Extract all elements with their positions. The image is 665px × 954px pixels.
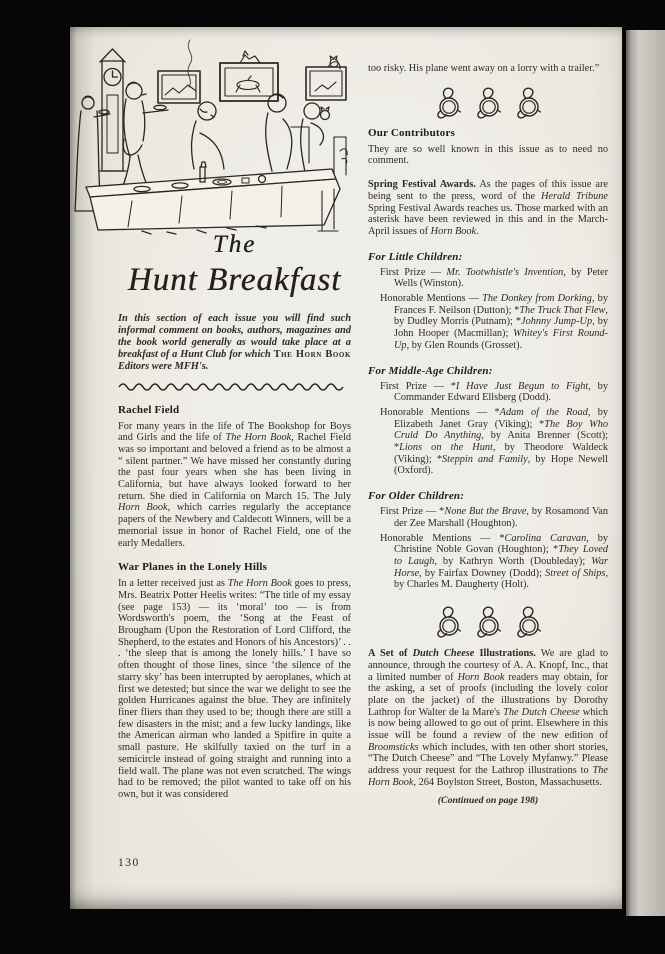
- text-run: , by Kathryn Worth (Doubleday);: [434, 555, 592, 567]
- text-run: goes to press, Mrs. Beatrix Potter Heelis writes: “The title of my essay (see page 153) — its ‘moral’ too — is from Wordsworth's poem, the ‘Song at the Feast of Brougham (Upon the Restoration of Lord Clifford, the Shepherd, to the estates and Honors of his Ancestors)’ . . . ‘the sleep that is among the lonely hills.’ I have so often thought of those lines, since ‘the silence of the starry sky’ has been interrupted by aeroplanes, which at first we detested; but since the war we delight to see the golden Hurricanes against the blue. They are infinitely finer fliers than they used to be; though there are still a few disasters in the mist; and a few lucky landings, like the American airman who landed a Spitfire in quite a small pasture. He skilfully taxied on the turf in a semicircle instead of going straight and running into a field wall. The plane was not even scratched. The wings had to be removed; the pilot wanted to take off on his own, but it was considered: [118, 578, 351, 800]
- text-run: Broomsticks: [368, 741, 419, 753]
- text-run: Adam of the Road: [499, 406, 588, 418]
- text-run: , by Charles M. Daugherty (Holt).: [394, 567, 609, 591]
- text-run: which includes, with ten other short stories, “The Dutch Cheese” and “The Lovely Myfanwy.” Please address your request for the Lathrop illustrations to: [368, 741, 608, 777]
- seated-diner-right-with-fox: [301, 103, 347, 177]
- text-run: Illustrations.: [474, 648, 536, 660]
- award-entry-honorable-mentions: [368, 293, 608, 352]
- chair-back: [291, 127, 309, 163]
- framed-cat-picture-icon: [306, 56, 346, 100]
- paragraph-continuation: [368, 63, 608, 75]
- horn-ornament-row-top: [368, 85, 608, 119]
- text-run: For many years in the life of The Bookshop for Boys and Girls and the life of: [118, 420, 351, 444]
- text-run: , 264 Boylston Street, Boston, Massachusetts.: [413, 776, 602, 788]
- paragraph-spring-festival: [368, 179, 608, 238]
- text-run: readers may obtain, for the asking, a set of proofs (including the lovely color plate on the jacket) of the illustrations by Dorothy Lathrop for Walter de la Mare's: [368, 671, 608, 718]
- text-run: The Dutch Cheese: [503, 706, 580, 718]
- heading-war-planes: War Planes in the Lonely Hills: [118, 561, 268, 574]
- text-run: I Have Just Begun to Fight: [455, 380, 589, 392]
- text-run: The Boy Who Cruld Do Anything: [394, 418, 608, 442]
- text-run: Dutch Cheese: [412, 648, 475, 660]
- text-run: The Horn Book: [225, 432, 292, 444]
- text-run: too risky. His plane went away on a lorry with a trailer.”: [368, 63, 600, 74]
- chair-right: [334, 137, 346, 177]
- text-run: , by Peter Wells (Winston).: [394, 266, 609, 290]
- text-run: Johnny Jump-Up: [521, 316, 593, 328]
- text-run: Herald Tribune: [540, 190, 609, 202]
- text-run: Horn Book: [457, 671, 505, 683]
- text-run: , by Glen Rounds (Grosset).: [406, 339, 523, 351]
- text-run: The Horn Book: [227, 578, 292, 590]
- paragraph-dutch-cheese: [368, 648, 608, 788]
- text-run: Spring Festival Awards reaches us. Those marked with an asterisk have been reviewed in this and in the March-April issues of: [368, 202, 608, 237]
- text-run: They are so well known in this issue as to need no comment.: [368, 143, 608, 167]
- banquet-table: [86, 162, 340, 230]
- text-run: They Loved to Laugh: [394, 544, 608, 567]
- text-run: In a letter received just as: [118, 578, 228, 590]
- text-run: , Rachel Field was so important and beloved a friend as to be almost a “ silent partner.” We have missed her constantly during the past four years when she has been living in California, but have always looked forward to her return. She died in California on March 15. The July: [118, 432, 351, 502]
- text-run: Spring Festival Awards.: [368, 179, 476, 191]
- seated-diner-left: [192, 102, 224, 169]
- right-column: [368, 63, 608, 808]
- award-entry-first-prize: [368, 267, 608, 290]
- paragraph-our-contributors: [368, 144, 608, 167]
- magazine-page: [70, 27, 622, 909]
- text-run: Steppin and Family: [441, 453, 528, 465]
- framed-picture-icon: [158, 71, 200, 103]
- text-run: , by Frances F. Neilson (Dutton); *: [394, 293, 608, 316]
- heading-for-older-children: For Older Children:: [368, 490, 465, 503]
- text-run: Whitey's First Round-Up: [394, 328, 608, 351]
- award-entry-honorable-mentions: [368, 533, 608, 592]
- text-run: Honorable Mentions — *: [380, 532, 505, 544]
- hunting-horn-icon: [476, 85, 501, 119]
- text-run: .: [476, 225, 479, 237]
- text-run: We are glad to announce, through the courtesy of A. A. Knopf, Inc., that a limited number of: [368, 648, 608, 683]
- text-run: , by Christine Noble Govan (Houghton); *: [394, 532, 608, 556]
- heading-rachel-field: Rachel Field: [118, 403, 180, 416]
- text-run: A Set of: [368, 648, 413, 660]
- text-run: Street of Ships: [545, 567, 606, 579]
- text-run: War Horse: [394, 555, 608, 579]
- text-run: Horn Book: [430, 225, 477, 237]
- text-run: , by Anita Brenner (Scott); *: [394, 430, 608, 454]
- text-run: , by Rosamond Van der Zee Marshall (Houghton).: [394, 506, 608, 529]
- text-run: , by Commander Edward Ellsberg (Dodd).: [394, 380, 608, 404]
- text-run: , by Theodore Waldeck (Viking); *: [394, 442, 608, 465]
- text-run: The Horn Book: [273, 348, 351, 360]
- section-intro: [118, 313, 351, 373]
- hunting-horn-icon: [476, 604, 501, 638]
- section-title-hunt-breakfast: Hunt Breakfast: [127, 262, 342, 298]
- heading-our-contributors: Our Contributors: [368, 126, 456, 139]
- text-run: which is now being allowed to go out of print. Elsewhere in this issue will be found a review of the new edition of: [368, 706, 608, 742]
- text-run: Horn Book: [118, 502, 168, 514]
- text-run: The Donkey from Dorking: [482, 293, 592, 305]
- adjacent-page-edge: [626, 30, 665, 916]
- text-run: , by Hope Newell (Oxford).: [394, 453, 608, 477]
- heading-for-middle-age-children: For Middle-Age Children:: [368, 364, 493, 377]
- text-run: Honorable Mentions — *: [380, 406, 500, 418]
- text-run: Honorable Mentions —: [380, 293, 483, 305]
- paragraph-war-planes: [118, 578, 351, 800]
- page-number: 130: [118, 857, 140, 869]
- text-run: As the pages of this issue are being sent to the press, word of the: [368, 179, 608, 202]
- hunting-horn-icon: [516, 604, 541, 638]
- text-run: Carolina Caravan: [504, 532, 587, 544]
- hunting-horn-icon: [516, 85, 541, 119]
- text-run: , by Fairfax Downey (Dodd);: [419, 567, 546, 579]
- award-entry-honorable-mentions: [368, 407, 608, 477]
- text-run: The Truck That Flew: [519, 304, 606, 316]
- text-run: First Prize — *: [380, 380, 456, 392]
- text-run: Lions on the Hunt: [399, 442, 493, 454]
- text-run: , by Dudley Morris (Putnam); *: [394, 304, 608, 328]
- text-run: None But the Brave: [444, 506, 527, 518]
- text-run: Mr. Tootwhistle's Invention: [446, 266, 564, 278]
- heading-for-little-children: For Little Children:: [368, 250, 463, 263]
- text-run: First Prize —: [380, 266, 447, 278]
- hunt-breakfast-illustration: [72, 39, 350, 239]
- framed-hunt-picture-icon: [220, 51, 278, 101]
- horn-ornament-row-bottom: [368, 604, 608, 638]
- section-title-word-the: The: [212, 231, 257, 258]
- paragraph-rachel-field: [118, 421, 351, 550]
- award-entry-first-prize: [368, 381, 608, 404]
- text-run: , which carries regularly the acceptance papers of the Newbery and Caldecott Winners, will be a memorial issue in honor of Rachel Field, one of the early Medallers.: [118, 502, 351, 549]
- text-run: , by Elizabeth Janet Gray (Viking); *: [394, 406, 608, 430]
- text-run: The Horn Book: [368, 765, 608, 788]
- continued-note: (Continued on page 198): [437, 794, 539, 806]
- hunting-horn-icon: [436, 85, 461, 119]
- string-squiggle: [188, 40, 192, 87]
- text-run: First Prize — *: [380, 506, 445, 518]
- award-entry-first-prize: [368, 506, 608, 529]
- hunting-horn-icon: [436, 604, 461, 638]
- left-column: [118, 232, 351, 803]
- text-run: Editors were MFH's.: [118, 360, 209, 372]
- text-run: In this section of each issue you will find such informal comment on books, authors, magazines and the book world generally as would take place at a breakfast of a Hunt Club for which: [118, 313, 351, 360]
- wavy-divider: [118, 382, 351, 392]
- text-run: , by John Hooper (Macmillan);: [394, 316, 608, 340]
